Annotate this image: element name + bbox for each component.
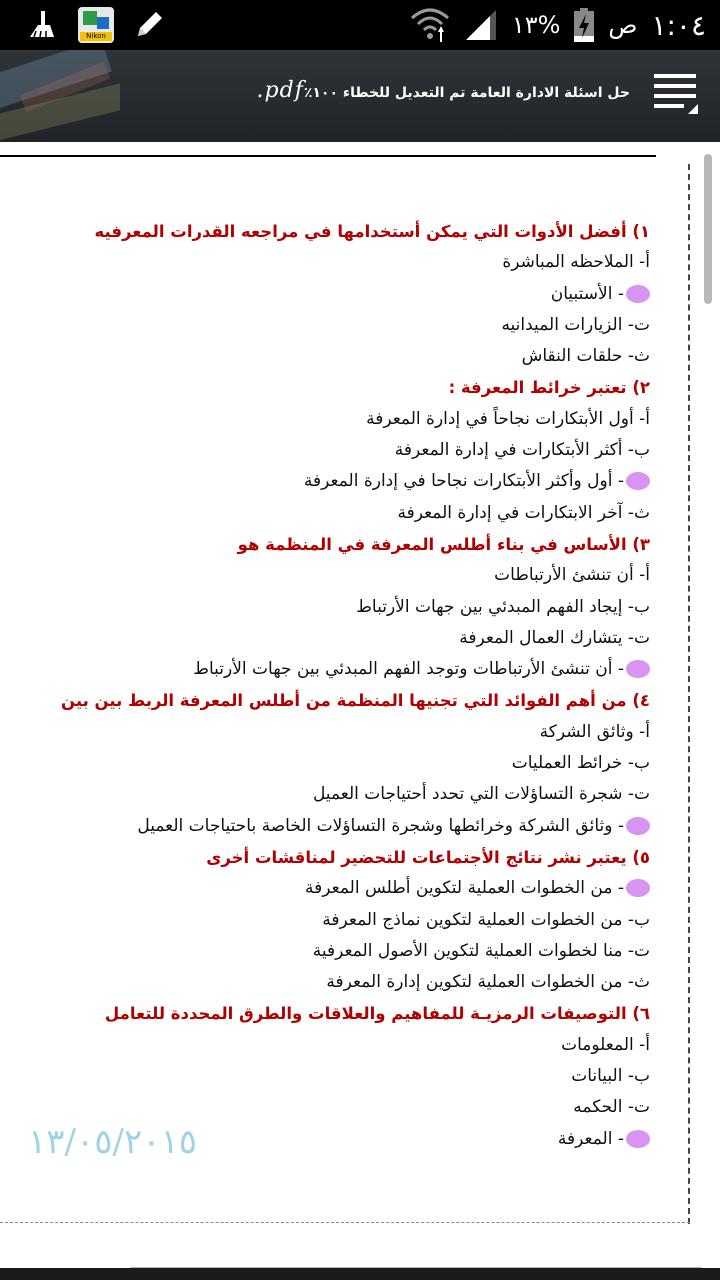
answer-option	[0, 873, 650, 904]
bottom-edge	[0, 1268, 720, 1280]
option-text: ب- خرائط العمليات	[511, 753, 650, 774]
question-line	[0, 842, 650, 873]
highlight-mark-icon	[626, 285, 650, 303]
option-text: أ- أول الأبتكارات نجاحاً في إدارة المعرفة	[366, 408, 650, 429]
cleaner-icon	[24, 7, 60, 43]
vertical-scrollbar[interactable]	[704, 154, 712, 304]
option-text: - وثائق الشركة وخرائطها وشجرة التساؤلات الخاصة باحتياجات العميل	[137, 815, 624, 836]
answer-option	[0, 717, 650, 748]
question-text: ٢) تعتبر خرائط المعرفة :	[448, 378, 650, 398]
option-text: أ- الملاحظه المباشرة	[502, 252, 650, 273]
document-title-text: حل اسئلة الادارة العامة تم التعديل للخطاء ١٠٠٪	[303, 85, 630, 101]
highlight-mark-icon	[626, 1130, 650, 1148]
wifi-icon	[410, 6, 450, 44]
option-text: - المعرفة	[557, 1128, 624, 1149]
notification-icons	[24, 6, 166, 44]
question-line	[0, 529, 650, 560]
battery-charging-icon	[574, 8, 594, 42]
document-view[interactable]	[0, 142, 720, 1268]
question-text: ٤) من أهم الفوائد التي تجنيها المنظمة من أطلس المعرفة الربط بين بين	[61, 691, 650, 711]
option-text: - من الخطوات العملية لتكوين أطلس المعرفة	[305, 878, 624, 899]
answer-option	[0, 498, 650, 529]
option-text: ت- الحكمه	[573, 1097, 650, 1118]
option-text: ت- الزيارات الميدانيه	[501, 314, 650, 335]
answer-option	[0, 1092, 650, 1123]
answer-option	[0, 310, 650, 341]
option-text: أ- أن تنشئ الأرتباطات	[494, 565, 650, 586]
answer-option	[0, 1030, 650, 1061]
answer-option	[0, 341, 650, 372]
question-list	[0, 216, 650, 1155]
page-bottom-border	[0, 1222, 690, 1223]
clock: ١:٠٤	[651, 8, 706, 42]
battery-percentage: ١٣%	[511, 11, 561, 39]
option-text: ث- من الخطوات العملية لتكوين إدارة المعرفة	[326, 972, 650, 993]
highlight-mark-icon	[626, 472, 650, 490]
answer-option	[0, 967, 650, 998]
clock-period: ص	[608, 11, 638, 39]
answer-option	[0, 905, 650, 936]
highlight-mark-icon	[626, 660, 650, 678]
date-stamp: ١٣/٠٥/٢٠١٥	[28, 1122, 198, 1162]
question-text: ٣) الأساس في بناء أطلس المعرفة في المنظمة هو	[237, 534, 650, 554]
pencil-icon	[132, 8, 166, 42]
option-text: ت- يتشارك العمال المعرفة	[459, 627, 650, 648]
header-decoration	[0, 50, 120, 142]
answer-option	[0, 560, 650, 591]
app-header	[0, 50, 720, 142]
menu-icon[interactable]	[652, 70, 698, 116]
answer-option	[0, 811, 650, 842]
answer-option	[0, 779, 650, 810]
answer-option	[0, 466, 650, 497]
option-text: ب- أكثر الأبتكارات في إدارة المعرفة	[394, 440, 650, 461]
option-text: ت- منا لخطوات العملية لتكوين الأصول المعرفية	[312, 940, 650, 961]
signal-icon	[464, 8, 498, 42]
option-text: ب- من الخطوات العملية لتكوين نماذج المعرفة	[322, 909, 650, 930]
answer-option	[0, 654, 650, 685]
answer-option	[0, 404, 650, 435]
question-line	[0, 216, 650, 247]
answer-option	[0, 748, 650, 779]
document-title	[230, 78, 630, 103]
option-text: أ- المعلومات	[561, 1034, 650, 1055]
option-text: أ- وثائق الشركة	[539, 721, 650, 742]
question-text: ٥) يعتبر نشر نتائج الأجتماعات للتحضير لمناقشات أخرى	[206, 847, 650, 867]
highlight-mark-icon	[626, 817, 650, 835]
highlight-mark-icon	[626, 879, 650, 897]
question-text: ٦) التوصيفات الرمزيـة للمفاهيم والعلاقات والطرق المحددة للتعامل	[104, 1004, 650, 1024]
page-top-rule	[0, 155, 656, 157]
answer-option	[0, 247, 650, 278]
option-text: ب- إيجاد الفهم المبدئي بين جهات الأرتباط	[356, 596, 650, 617]
page-right-border	[688, 164, 690, 1224]
option-text: ب- البيانات	[571, 1066, 650, 1087]
answer-option	[0, 435, 650, 466]
nikon-app-icon: Nikon	[78, 7, 114, 43]
question-line	[0, 998, 650, 1029]
answer-option	[0, 279, 650, 310]
answer-option	[0, 1061, 650, 1092]
answer-option	[0, 936, 650, 967]
question-line	[0, 685, 650, 716]
option-text: ث- آخر الابتكارات في إدارة المعرفة	[397, 502, 650, 523]
option-text: ت- شجرة التساؤلات التي تحدد أحتياجات العميل	[312, 784, 650, 805]
question-line	[0, 372, 650, 403]
question-text: ١) أفضل الأدوات التي يمكن أستخدامها في مراجعه القدرات المعرفيه	[94, 222, 650, 241]
option-text: - أول وأكثر الأبتكارات نجاحا في إدارة المعرفة	[303, 471, 624, 492]
status-icons	[410, 6, 706, 44]
option-text: - أن تنشئ الأرتباطات وتوجد الفهم المبدئي بين جهات الأرتباط	[193, 659, 624, 680]
status-bar	[0, 0, 720, 50]
answer-option	[0, 623, 650, 654]
document-title-extension: pdf.	[256, 78, 304, 103]
option-text: - الأستبيان	[550, 283, 624, 304]
answer-option	[0, 592, 650, 623]
option-text: ث- حلقات النقاش	[521, 346, 650, 367]
